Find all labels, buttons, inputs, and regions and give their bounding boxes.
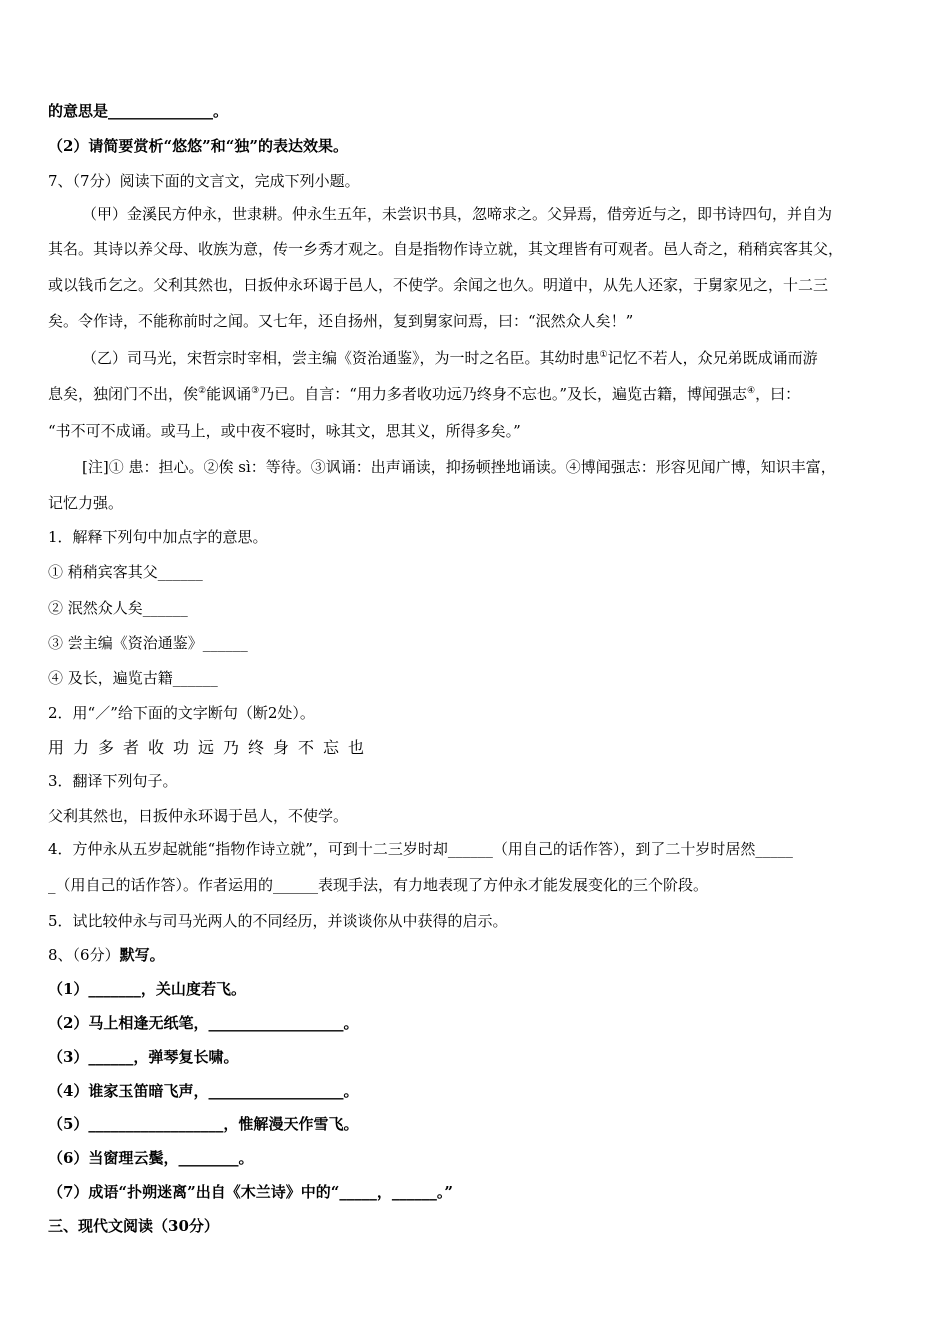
q6-sub-question-2: （2）请简要赏析“悠悠”和“独”的表达效果。 [48, 137, 348, 155]
q7-header: 7、（7分）阅读下面的文言文，完成下列小题。 [48, 172, 360, 190]
q7-sub4-line1: 4．方仲永从五岁起就能“指物作诗立就”，可到十二三岁时却______（用自己的话作答），到了二十岁时居然_____ [48, 840, 793, 858]
q8-item: （5）__________________，惟解漫天作雪飞。 [48, 1115, 359, 1133]
q7-passage-yi-line2: 息矣，独闭门不出，俟②能讽诵③乃已。自言：“用力多者收功远乃终身不忘也。”及长，遍览古籍，博闻强志④，曰： [48, 385, 801, 403]
q7-passage-jia-line1: （甲）金溪民方仲永，世隶耕。仲永生五年，未尝识书具，忽啼求之。父异焉，借旁近与之，即书诗四句，并自为 [82, 205, 833, 223]
q7-sub4-line2: _（用自己的话作答）。作者运用的______表现手法，有力地表现了方仲永才能发展变化的三个阶段。 [48, 876, 709, 894]
q8-item: （3）______，弹琴复长啸。 [48, 1048, 239, 1066]
q8-item: （7）成语“扑朔迷离”出自《木兰诗》中的“_____，______。” [48, 1183, 453, 1201]
section-3-heading: 三、现代文阅读（30分） [48, 1217, 219, 1235]
q7-passage-jia-line4: 矣。令作诗，不能称前时之闻。又七年，还自扬州，复到舅家问焉，曰：“泯然众人矣！” [48, 312, 634, 330]
q7-sub2-prompt: 2．用“／”给下面的文字断句（断2处）。 [48, 704, 315, 722]
q7-sub1-prompt: 1．解释下列句中加点字的意思。 [48, 528, 268, 546]
q7-sub3-prompt: 3．翻译下列句子。 [48, 772, 178, 790]
q8-item: （4）谁家玉笛暗飞声，__________________。 [48, 1082, 359, 1100]
q7-sub1-item: ② 泯然众人矣______ [48, 599, 188, 617]
q7-note-line1: [注]① 患：担心。②俟 sì：等待。③讽诵：出声诵读，抑扬顿挫地诵读。④博闻强志：形容见闻广博，知识丰富， [82, 458, 836, 476]
q8-header: 8、（6分）默写。 [48, 946, 165, 964]
q7-note-line2: 记忆力强。 [48, 494, 124, 512]
q7-sub1-item: ④ 及长，遍览古籍______ [48, 669, 218, 687]
q6-meaning-line: 的意思是______________。 [48, 102, 229, 120]
q7-passage-jia-line3: 或以钱币乞之。父利其然也，日扳仲永环谒于邑人，不使学。余闻之也久。明道中，从先人还家，于舅家见之，十二三 [48, 276, 829, 294]
q8-item: （2）马上相逢无纸笔，__________________。 [48, 1014, 359, 1032]
q7-sub5-prompt: 5．试比较仲永与司马光两人的不同经历，并谈谈你从中获得的启示。 [48, 912, 508, 930]
q7-sub1-item: ① 稍稍宾客其父______ [48, 563, 203, 581]
q8-item: （1）_______，关山度若飞。 [48, 980, 246, 998]
q8-item: （6）当窗理云鬓，________。 [48, 1149, 254, 1167]
q7-passage-yi-line3: “书不可不成诵。或马上，或中夜不寝时，咏其文，思其义，所得多矣。” [48, 422, 521, 440]
q7-passage-jia-line2: 其名。其诗以养父母、收族为意，传一乡秀才观之。自是指物作诗立就，其文理皆有可观者。邑人奇之，稍稍宾客其父， [48, 240, 844, 258]
q7-sub2-text: 用力多者收功远乃终身不忘也 [48, 738, 374, 757]
q7-sub1-item: ③ 尝主编《资治通鉴》______ [48, 634, 248, 652]
q7-sub3-text: 父利其然也，日扳仲永环谒于邑人，不使学。 [48, 807, 349, 825]
q7-passage-yi-line1: （乙）司马光，宋哲宗时宰相，尝主编《资治通鉴》，为一时之名臣。其幼时患①记忆不若人，众兄弟既成诵而游 [82, 349, 818, 367]
